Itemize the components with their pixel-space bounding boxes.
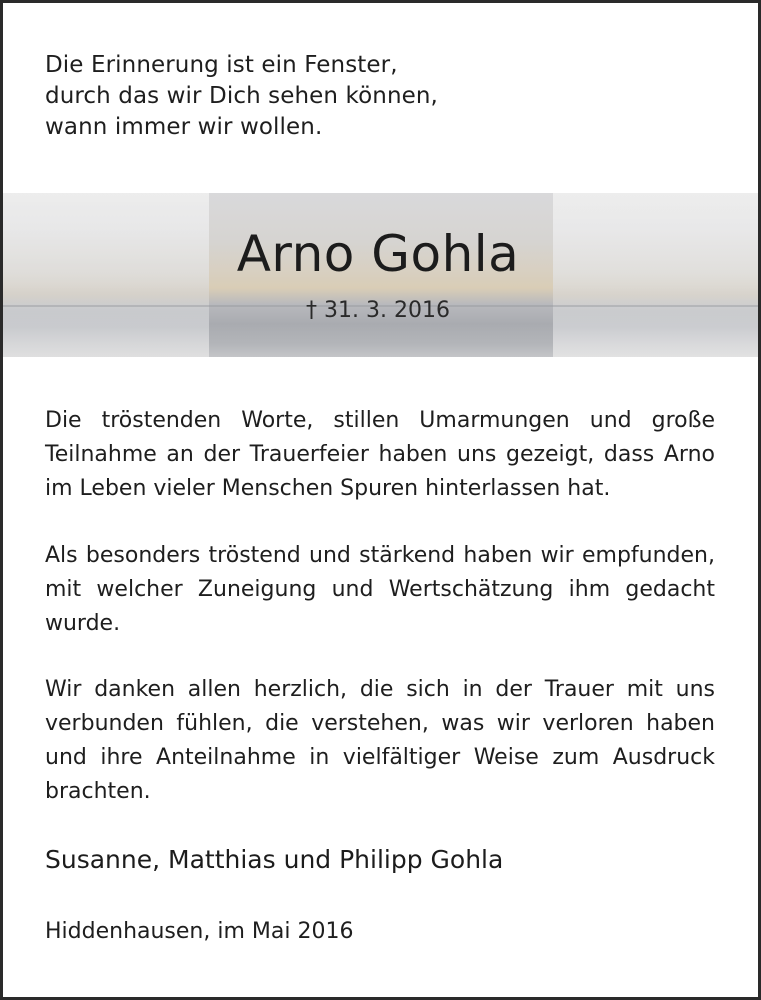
thanks-paragraph: Als besonders tröstend und stärkend haben wir empfunden, mit welcher Zuneigung und Wertschätzung ihm gedacht wurde. xyxy=(45,543,715,636)
banner-left-image xyxy=(3,193,209,357)
place-and-date: Hiddenhausen, im Mai 2016 xyxy=(45,919,354,944)
poem-line: durch das wir Dich sehen können, xyxy=(45,83,438,109)
thanks-paragraph: Die tröstenden Worte, stillen Umarmungen und große Teilnahme an der Trauerfeier haben uns gezeigt, dass Arno im Leben vieler Menschen Spuren hinterlassen hat. xyxy=(45,408,715,501)
family-signature: Susanne, Matthias und Philipp Gohla xyxy=(45,845,504,874)
poem-line: wann immer wir wollen. xyxy=(45,114,323,140)
memorial-poem xyxy=(45,50,545,143)
banner-right-image xyxy=(553,193,758,357)
poem-line: Die Erinnerung ist ein Fenster, xyxy=(45,52,398,78)
deceased-name: Arno Gohla xyxy=(236,225,520,283)
death-date: † 31. 3. 2016 xyxy=(306,298,450,323)
thanks-paragraph: Wir danken allen herzlich, die sich in der Trauer mit uns verbunden fühlen, die verstehen, was wir verloren haben und ihre Anteilnahme in vielfältiger Weise zum Ausdruck brachten. xyxy=(45,677,715,804)
